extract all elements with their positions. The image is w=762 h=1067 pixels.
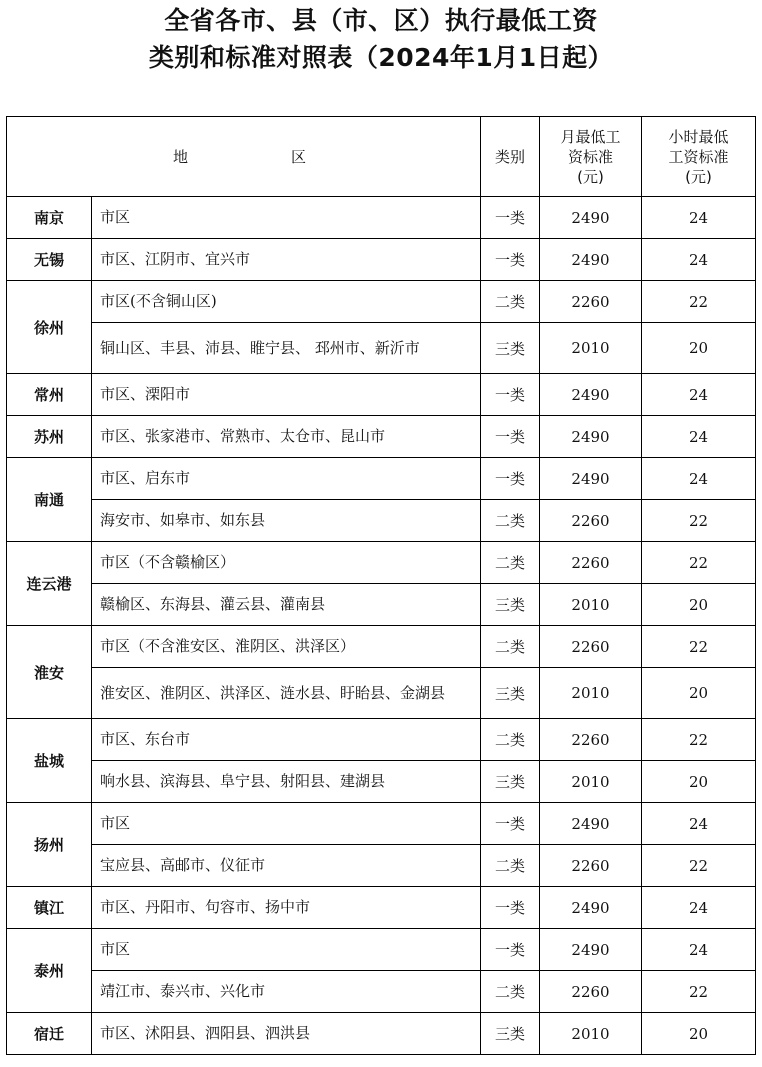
city-cell: 连云港 <box>7 542 92 626</box>
monthly-wage-cell: 2260 <box>540 719 642 761</box>
district-cell: 铜山区、丰县、沛县、睢宁县、 邳州市、新沂市 <box>92 323 481 374</box>
category-cell: 一类 <box>481 197 540 239</box>
header-area <box>7 117 481 197</box>
district-cell: 赣榆区、东海县、灌云县、灌南县 <box>92 584 481 626</box>
hourly-wage-cell: 22 <box>642 845 756 887</box>
category-cell: 二类 <box>481 719 540 761</box>
hourly-wage-cell: 20 <box>642 1013 756 1055</box>
header-monthly-line3: (元) <box>577 167 604 186</box>
monthly-wage-cell: 2260 <box>540 845 642 887</box>
table-row <box>7 845 756 887</box>
monthly-wage-cell: 2260 <box>540 500 642 542</box>
table-row <box>7 416 756 458</box>
category-cell: 三类 <box>481 1013 540 1055</box>
category-cell: 二类 <box>481 500 540 542</box>
table-header-row <box>7 117 756 197</box>
hourly-wage-cell: 24 <box>642 458 756 500</box>
hourly-wage-cell: 24 <box>642 197 756 239</box>
district-cell: 市区、江阴市、宜兴市 <box>92 239 481 281</box>
monthly-wage-cell: 2010 <box>540 584 642 626</box>
hourly-wage-cell: 22 <box>642 281 756 323</box>
hourly-wage-cell: 20 <box>642 761 756 803</box>
city-cell: 南通 <box>7 458 92 542</box>
category-cell: 一类 <box>481 458 540 500</box>
table-row <box>7 239 756 281</box>
table-row <box>7 281 756 323</box>
table-row <box>7 971 756 1013</box>
hourly-wage-cell: 24 <box>642 374 756 416</box>
table-row <box>7 323 756 374</box>
category-cell: 一类 <box>481 239 540 281</box>
district-cell: 市区、溧阳市 <box>92 374 481 416</box>
city-cell: 盐城 <box>7 719 92 803</box>
category-cell: 二类 <box>481 971 540 1013</box>
district-cell: 市区（不含淮安区、淮阴区、洪泽区） <box>92 626 481 668</box>
table-row <box>7 542 756 584</box>
table-row <box>7 803 756 845</box>
monthly-wage-cell: 2010 <box>540 323 642 374</box>
table-row <box>7 374 756 416</box>
header-monthly <box>540 117 642 197</box>
page-title-line1: 全省各市、县（市、区）执行最低工资 <box>164 6 598 35</box>
category-cell: 二类 <box>481 626 540 668</box>
city-cell: 苏州 <box>7 416 92 458</box>
district-cell: 市区 <box>92 929 481 971</box>
district-cell: 市区 <box>92 197 481 239</box>
category-cell: 三类 <box>481 584 540 626</box>
district-cell: 市区、东台市 <box>92 719 481 761</box>
city-cell: 常州 <box>7 374 92 416</box>
district-cell: 海安市、如皋市、如东县 <box>92 500 481 542</box>
hourly-wage-cell: 22 <box>642 719 756 761</box>
header-category: 类别 <box>481 117 540 197</box>
city-cell: 徐州 <box>7 281 92 374</box>
category-cell: 三类 <box>481 323 540 374</box>
category-cell: 一类 <box>481 803 540 845</box>
header-monthly-line2: 资标准 <box>567 147 613 166</box>
table-row <box>7 761 756 803</box>
header-monthly-line1: 月最低工 <box>560 127 621 146</box>
district-cell: 淮安区、淮阴区、洪泽区、涟水县、盱眙县、金湖县 <box>92 668 481 719</box>
district-cell: 市区、启东市 <box>92 458 481 500</box>
hourly-wage-cell: 24 <box>642 239 756 281</box>
table-row <box>7 197 756 239</box>
hourly-wage-cell: 20 <box>642 323 756 374</box>
city-cell: 镇江 <box>7 887 92 929</box>
monthly-wage-cell: 2490 <box>540 416 642 458</box>
district-cell: 靖江市、泰兴市、兴化市 <box>92 971 481 1013</box>
table-row <box>7 719 756 761</box>
monthly-wage-cell: 2010 <box>540 1013 642 1055</box>
category-cell: 二类 <box>481 281 540 323</box>
table-row <box>7 1013 756 1055</box>
category-cell: 二类 <box>481 845 540 887</box>
hourly-wage-cell: 22 <box>642 971 756 1013</box>
hourly-wage-cell: 24 <box>642 887 756 929</box>
header-hourly-line1: 小时最低 <box>668 127 729 146</box>
hourly-wage-cell: 24 <box>642 803 756 845</box>
city-cell: 淮安 <box>7 626 92 719</box>
monthly-wage-cell: 2490 <box>540 374 642 416</box>
monthly-wage-cell: 2490 <box>540 887 642 929</box>
header-hourly-line2: 工资标准 <box>668 147 729 166</box>
monthly-wage-cell: 2490 <box>540 458 642 500</box>
monthly-wage-cell: 2010 <box>540 761 642 803</box>
district-cell: 市区 <box>92 803 481 845</box>
monthly-wage-cell: 2260 <box>540 971 642 1013</box>
hourly-wage-cell: 22 <box>642 542 756 584</box>
monthly-wage-cell: 2490 <box>540 929 642 971</box>
page-title-line2: 类别和标准对照表（2024年1月1日起） <box>148 43 614 72</box>
table-row <box>7 458 756 500</box>
category-cell: 一类 <box>481 929 540 971</box>
table-row <box>7 500 756 542</box>
monthly-wage-cell: 2260 <box>540 542 642 584</box>
district-cell: 市区、张家港市、常熟市、太仓市、昆山市 <box>92 416 481 458</box>
header-area-char1: 地 <box>173 147 189 166</box>
district-cell: 市区（不含赣榆区） <box>92 542 481 584</box>
category-cell: 一类 <box>481 374 540 416</box>
district-cell: 响水县、滨海县、阜宁县、射阳县、建湖县 <box>92 761 481 803</box>
category-cell: 一类 <box>481 416 540 458</box>
monthly-wage-cell: 2260 <box>540 281 642 323</box>
district-cell: 宝应县、高邮市、仪征市 <box>92 845 481 887</box>
table-row <box>7 584 756 626</box>
hourly-wage-cell: 20 <box>642 584 756 626</box>
table-row <box>7 887 756 929</box>
monthly-wage-cell: 2490 <box>540 197 642 239</box>
hourly-wage-cell: 24 <box>642 929 756 971</box>
monthly-wage-cell: 2260 <box>540 626 642 668</box>
header-hourly-line3: (元) <box>685 167 712 186</box>
table-row <box>7 626 756 668</box>
hourly-wage-cell: 24 <box>642 416 756 458</box>
hourly-wage-cell: 22 <box>642 626 756 668</box>
category-cell: 三类 <box>481 668 540 719</box>
district-cell: 市区(不含铜山区) <box>92 281 481 323</box>
city-cell: 宿迁 <box>7 1013 92 1055</box>
category-cell: 一类 <box>481 887 540 929</box>
header-hourly <box>642 117 756 197</box>
district-cell: 市区、丹阳市、句容市、扬中市 <box>92 887 481 929</box>
hourly-wage-cell: 22 <box>642 500 756 542</box>
monthly-wage-cell: 2010 <box>540 668 642 719</box>
category-cell: 二类 <box>481 542 540 584</box>
monthly-wage-cell: 2490 <box>540 239 642 281</box>
minimum-wage-table <box>6 116 756 1055</box>
table-row <box>7 668 756 719</box>
city-cell: 泰州 <box>7 929 92 1013</box>
city-cell: 扬州 <box>7 803 92 887</box>
district-cell: 市区、沭阳县、泗阳县、泗洪县 <box>92 1013 481 1055</box>
header-area-char2: 区 <box>290 147 306 166</box>
city-cell: 无锡 <box>7 239 92 281</box>
city-cell: 南京 <box>7 197 92 239</box>
table-row <box>7 929 756 971</box>
category-cell: 三类 <box>481 761 540 803</box>
hourly-wage-cell: 20 <box>642 668 756 719</box>
monthly-wage-cell: 2490 <box>540 803 642 845</box>
